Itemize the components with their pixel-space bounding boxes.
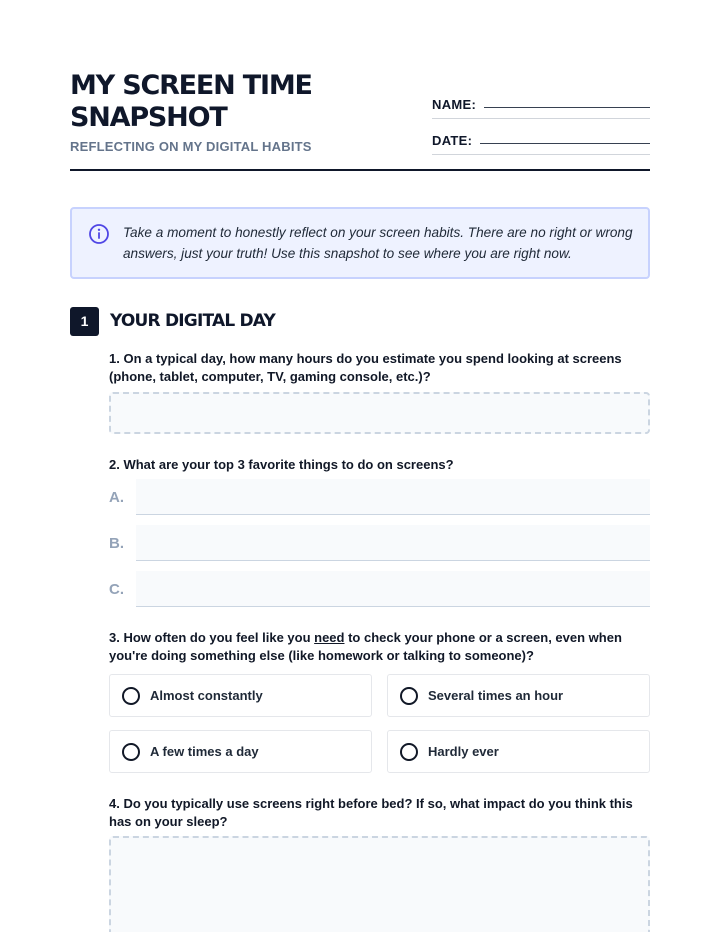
- header-rule: [70, 169, 650, 171]
- option-label: Hardly ever: [428, 744, 499, 759]
- section-title: YOUR DIGITAL DAY: [110, 311, 276, 331]
- answer-box-q1[interactable]: [109, 392, 650, 434]
- radio-icon[interactable]: [400, 743, 418, 761]
- radio-icon[interactable]: [122, 687, 140, 705]
- date-input-line[interactable]: [480, 136, 650, 144]
- callout-text: Take a moment to honestly reflect on your screen habits. There are no right or wrong answers, just your truth! Use this snapshot to see where you are right now.: [123, 225, 633, 261]
- option-hardly-ever[interactable]: [387, 730, 650, 773]
- page-title: MY SCREEN TIME SNAPSHOT: [70, 70, 312, 133]
- name-label: NAME:: [432, 97, 477, 112]
- answer-box-q4[interactable]: [109, 836, 650, 932]
- answer-letter-a: A.: [109, 489, 124, 506]
- question-3: [109, 629, 654, 665]
- info-icon: [88, 223, 110, 245]
- answer-letter-c: C.: [109, 581, 124, 598]
- question-2: 2. What are your top 3 favorite things to do on screens?: [109, 457, 454, 472]
- answer-line-b[interactable]: [136, 525, 650, 561]
- radio-icon[interactable]: [400, 687, 418, 705]
- radio-icon[interactable]: [122, 743, 140, 761]
- question-1: 1. On a typical day, how many hours do you estimate you spend looking at screens (phone, tablet, computer, TV, gaming console, etc.)?: [109, 351, 622, 384]
- answer-letter-b: B.: [109, 535, 124, 552]
- date-label: DATE:: [432, 133, 473, 148]
- date-divider: [432, 154, 650, 155]
- option-label: Almost constantly: [150, 688, 263, 703]
- instructions-callout: [70, 207, 650, 279]
- question-4: 4. Do you typically use screens right before bed? If so, what impact do you think this has on your sleep?: [109, 796, 633, 829]
- question-3-text-start: 3. How often do you feel like you: [109, 630, 315, 645]
- option-a-few-times-a-day[interactable]: [109, 730, 372, 773]
- question-3-emphasis: need: [314, 630, 345, 645]
- option-label: A few times a day: [150, 744, 259, 759]
- name-divider: [432, 118, 650, 119]
- answer-line-c[interactable]: [136, 571, 650, 607]
- option-label: Several times an hour: [428, 688, 564, 703]
- name-field[interactable]: [432, 97, 650, 112]
- date-field[interactable]: [432, 133, 650, 148]
- answer-line-a[interactable]: [136, 479, 650, 515]
- question-3-text-end: to check your phone or a screen, even when you're doing something else (like homework or talking to someone)?: [109, 630, 622, 663]
- page-subtitle: REFLECTING ON MY DIGITAL HABITS: [70, 139, 312, 154]
- option-several-times-an-hour[interactable]: [387, 674, 650, 717]
- section-number-badge: 1: [70, 307, 99, 336]
- option-almost-constantly[interactable]: [109, 674, 372, 717]
- name-input-line[interactable]: [484, 100, 650, 108]
